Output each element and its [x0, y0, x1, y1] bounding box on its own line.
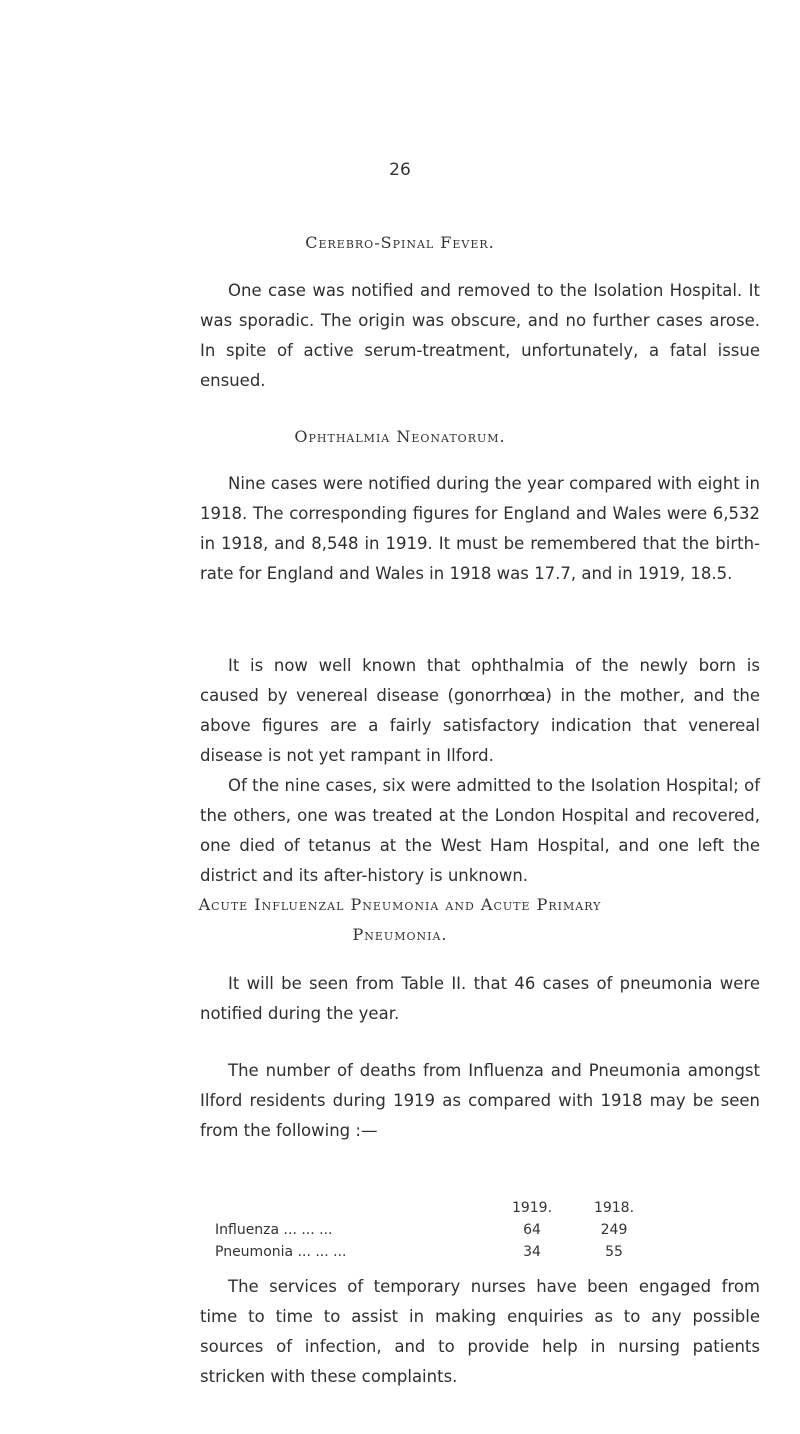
column-header-1918: 1918.	[593, 1200, 635, 1216]
paragraph-ophthalmia-3: Of the nine cases, six were admitted to the Isolation Hospital; of the others, one was treated at the London Hospital and recovered, one died of tetanus at the West Ham Hospital, and one left the district and its after-history is unknown.	[200, 776, 760, 885]
heading-pneumonia-line1: Acute Influenzal Pneumonia and Acute Primary	[198, 895, 602, 914]
paragraph-closing: The services of temporary nurses have been engaged from time to time to assist in making enquiries as to any possible sources of infection, and to provide help in nursing patients stricken with these complaints.	[200, 1277, 760, 1386]
table-row	[215, 1241, 655, 1263]
row-leader-dots: ... ... ...	[279, 1222, 333, 1238]
column-header-1919: 1919.	[511, 1200, 553, 1216]
paragraph-pneumonia-2: The number of deaths from Influenza and Pneumonia amongst Ilford residents during 1919 as compared with 1918 may be seen from the following :—	[200, 1061, 760, 1140]
influenza-1919-value: 64	[523, 1222, 541, 1238]
row-label-text: Pneumonia	[215, 1244, 294, 1260]
heading-cerebro-spinal-fever: Cerebro-Spinal Fever.	[305, 233, 495, 252]
deaths-table	[215, 1197, 655, 1263]
paragraph-ophthalmia-1: Nine cases were notified during the year compared with eight in 1918. The corresponding figures for England and Wales were 6,532 in 1918, and 8,548 in 1919. It must be remembered that the birth-rate for England and Wales in 1918 was 17.7, and in 1919, 18.5.	[200, 474, 760, 583]
table-row	[215, 1219, 655, 1241]
influenza-1918-value: 249	[600, 1222, 628, 1238]
pneumonia-1918-value: 55	[605, 1244, 623, 1260]
heading-pneumonia-line2: Pneumonia.	[352, 925, 448, 944]
row-label-pneumonia	[215, 1241, 491, 1263]
paragraph-ophthalmia-2: It is now well known that ophthalmia of the newly born is caused by venereal disease (gonorrhœa) in the mother, and the above figures are a fairly satisfactory indication that venereal disease is not yet rampant in Ilford.	[200, 656, 760, 765]
paragraph-pneumonia-1: It will be seen from Table II. that 46 cases of pneumonia were notified during the year.	[200, 974, 760, 1023]
page-number: 26	[389, 160, 411, 180]
row-leader-dots: ... ... ...	[293, 1244, 347, 1260]
paragraph-cerebro-spinal: One case was notified and removed to the Isolation Hospital. It was sporadic. The origin was obscure, and no further cases arose. In spite of active serum-treatment, unfortunately, a fatal issue ensued.	[200, 281, 760, 390]
pneumonia-1919-value: 34	[523, 1244, 541, 1260]
deaths-table-header	[215, 1197, 655, 1219]
heading-ophthalmia-neonatorum: Ophthalmia Neonatorum.	[294, 427, 506, 446]
row-label-text: Influenza	[215, 1222, 280, 1238]
row-label-influenza	[215, 1219, 491, 1241]
